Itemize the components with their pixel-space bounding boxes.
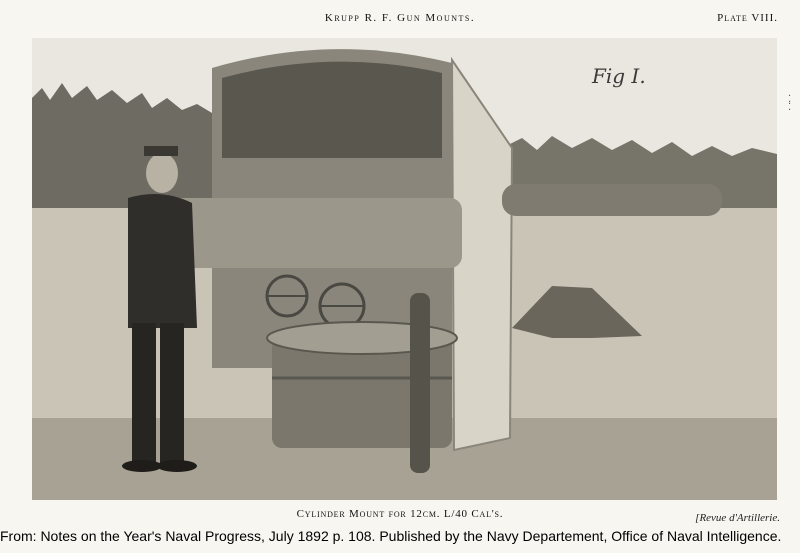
shield-support-leg — [410, 293, 430, 473]
figure-label: Fig I. — [592, 64, 646, 88]
soldier-leg-right — [160, 323, 184, 463]
page-edge-marks: ⁚ ⁚ — [788, 94, 792, 113]
gun-mount-photograph — [32, 38, 777, 500]
soldier-head — [146, 153, 178, 193]
soldier-cap — [144, 146, 178, 156]
header-title: Krupp R. F. Gun Mounts. — [324, 12, 476, 24]
soldier-leg-left — [132, 323, 156, 463]
plate-label: Plate VIII. — [717, 12, 778, 24]
credit-line: From: Notes on the Year's Naval Progress, July 1892 p. 108. Published by the Navy Departement, Office of Naval Intelligence. — [0, 528, 782, 544]
soldier-jacket — [128, 194, 197, 328]
shield-roof — [222, 62, 442, 158]
source-note: [Revue d'Artillerie. — [695, 512, 780, 524]
page-header — [0, 10, 800, 30]
gun-barrel — [502, 184, 722, 216]
figure-caption: Cylinder Mount for 12cm. L/40 Cal's. — [296, 508, 504, 520]
